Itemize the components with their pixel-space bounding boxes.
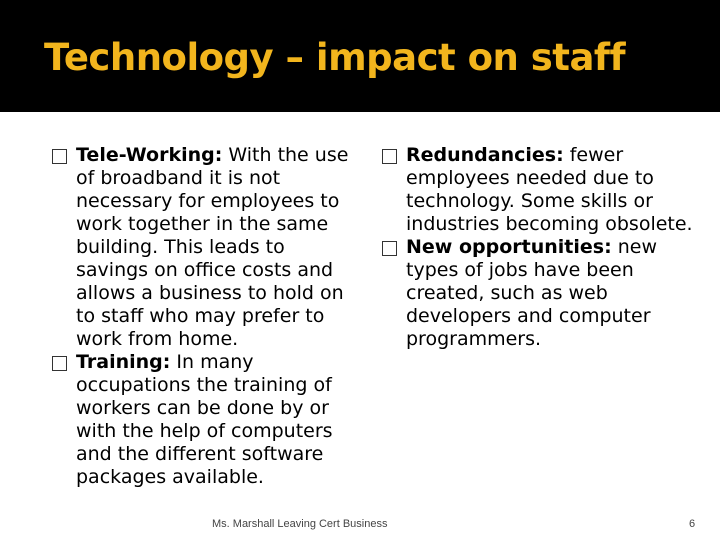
- bullet-term: Redundancies:: [406, 144, 564, 166]
- slide-title: Technology – impact on staff: [44, 36, 626, 79]
- bullet-item-training: [52, 351, 352, 489]
- bullet-item-redundancies: [382, 144, 702, 236]
- footer-text: Ms. Marshall Leaving Cert Business: [212, 518, 388, 530]
- square-bullet-icon: [52, 149, 67, 164]
- square-bullet-icon: [382, 149, 397, 164]
- square-bullet-icon: [52, 356, 67, 371]
- bullet-text: new types of jobs have been created, such as web developers and computer programmers.: [406, 236, 657, 350]
- bullet-item-tele-working: [52, 144, 352, 351]
- square-bullet-icon: [382, 241, 397, 256]
- title-bar: [0, 0, 720, 112]
- bullet-term: Training:: [76, 351, 171, 373]
- left-column: [52, 144, 352, 489]
- page-number: 6: [689, 518, 696, 530]
- right-column: [382, 144, 702, 351]
- bullet-item-new-opportunities: [382, 236, 702, 351]
- bullet-term: New opportunities:: [406, 236, 612, 258]
- bullet-term: Tele-Working:: [76, 144, 223, 166]
- bullet-text: fewer employees needed due to technology. Some skills or industries becoming obsolete.: [406, 144, 693, 235]
- bullet-text: With the use of broadband it is not necessary for employees to work together in the same building. This leads to savings on office costs and allows a business to hold on to staff who may prefer to work from home.: [76, 144, 349, 350]
- bullet-text: In many occupations the training of workers can be done by or with the help of computers and the different software packages available.: [76, 351, 333, 488]
